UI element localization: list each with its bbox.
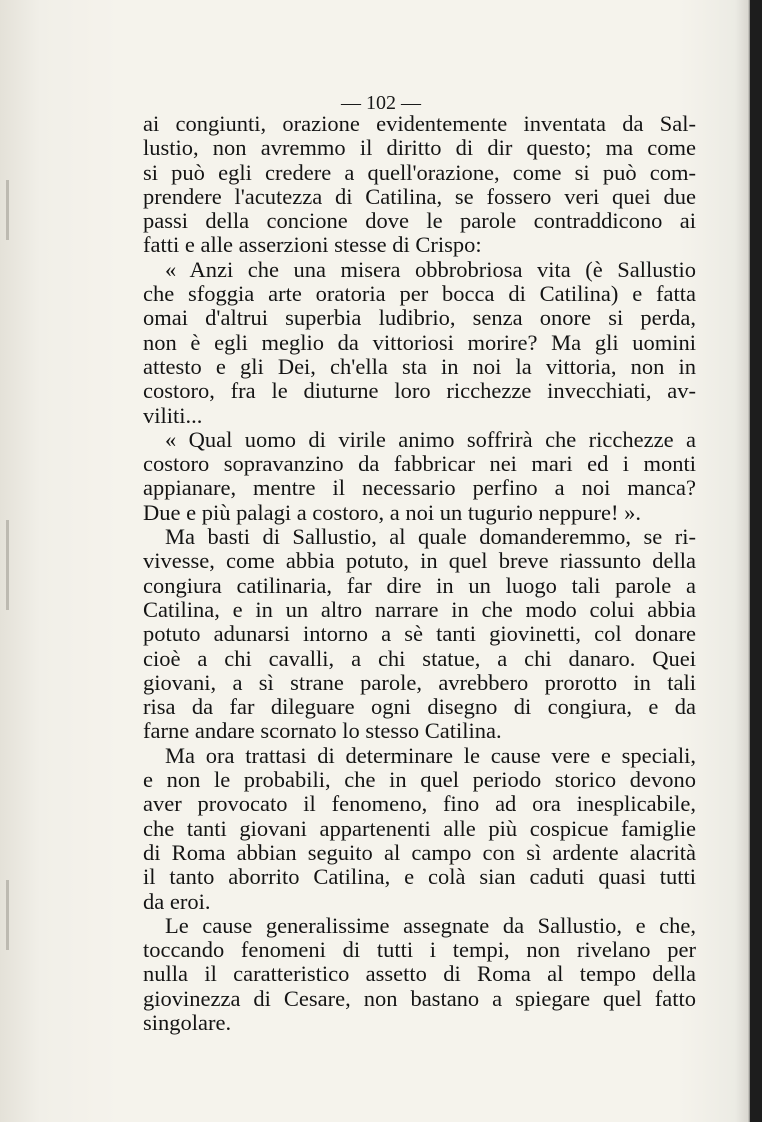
page-number: — 102 — (341, 92, 421, 114)
text-line: omai d'altrui superbia ludibrio, senza onore si perda, (143, 305, 696, 331)
text-line: prendere l'acutezza di Catilina, se fossero veri quei due (143, 183, 696, 209)
paragraph (143, 112, 696, 258)
text-line: Due e più palagi a costoro, a noi un tugurio neppure! ». (143, 499, 641, 525)
text-line: fatti e alle asserzioni stesse di Crispo: (143, 232, 482, 258)
text-line: costoro, fra le diuturne loro ricchezze invecchiati, av- (143, 378, 696, 404)
text-line: ai congiunti, orazione evidentemente inventata da Sal- (143, 111, 696, 136)
text-line: congiura catilinaria, far dire in un luogo tali parole a (143, 572, 696, 598)
text-line: aver provocato il fenomeno, fino ad ora inesplicabile, (143, 791, 696, 817)
paragraph (143, 258, 696, 428)
text-line: costoro sopravanzino da fabbricar nei mari ed i monti (143, 451, 696, 477)
text-line: lustio, non avremmo il diritto di dir questo; ma come (143, 135, 696, 161)
text-line: farne andare scornato lo stesso Catilina. (143, 718, 502, 744)
text-line: « Qual uomo di virile animo soffrirà che ricchezze a (165, 426, 696, 452)
scan-edge-mark (6, 180, 9, 240)
text-line: nulla il caratteristico assetto di Roma al tempo della (143, 961, 696, 987)
text-line: si può egli credere a quell'orazione, come si può com- (143, 159, 696, 185)
scan-edge-mark (6, 880, 9, 950)
text-line: il tanto aborrito Catilina, e colà sian caduti quasi tutti (143, 864, 696, 890)
text-line: attesto e gli Dei, ch'ella sta in noi la vittoria, non in (143, 353, 696, 379)
text-line: che tanti giovani appartenenti alle più cospicue famiglie (143, 815, 696, 841)
text-line: vivesse, come abbia potuto, in quel breve riassunto della (143, 548, 696, 574)
text-line: Ma basti di Sallustio, al quale domanderemmo, se ri- (165, 524, 696, 550)
text-line: giovani, a sì strane parole, avrebbero prorotto in tali (143, 669, 696, 695)
text-line: passi della concione dove le parole contraddicono ai (143, 208, 696, 234)
text-line: potuto adunarsi intorno a sè tanti giovinetti, col donare (143, 621, 696, 647)
paragraph (143, 525, 696, 744)
text-line: di Roma abbian seguito al campo con sì ardente alacrità (143, 839, 696, 865)
body-text (143, 112, 696, 1035)
scan-edge-shadow (750, 0, 762, 1122)
paragraph (143, 428, 696, 525)
paragraph (143, 914, 696, 1035)
text-line: appianare, mentre il necessario perfino a noi manca? (143, 475, 696, 501)
text-line: « Anzi che una misera obbrobriosa vita (è Sallustio (165, 256, 696, 282)
text-line: cioè a chi cavalli, a chi statue, a chi danaro. Quei (143, 645, 696, 671)
text-line: giovinezza di Cesare, non bastano a spiegare quel fatto (143, 985, 696, 1011)
text-line: singolare. (143, 1009, 232, 1035)
paragraph (143, 744, 696, 914)
text-line: Le cause generalissime assegnate da Sallustio, e che, (165, 912, 696, 938)
text-line: da eroi. (143, 888, 211, 914)
text-line: risa da far dileguare ogni disegno di congiura, e da (143, 694, 696, 720)
text-line: toccando fenomeni di tutti i tempi, non rivelano per (143, 937, 696, 963)
text-line: non è egli meglio da vittoriosi morire? Ma gli uomini (143, 329, 696, 355)
text-line: Ma ora trattasi di determinare le cause vere e speciali, (165, 742, 696, 768)
text-line: che sfoggia arte oratoria per bocca di Catilina) e fatta (143, 281, 696, 307)
text-line: e non le probabili, che in quel periodo storico devono (143, 767, 696, 793)
scan-edge-mark (6, 520, 9, 610)
text-line: Catilina, e in un altro narrare in che modo colui abbia (143, 596, 696, 622)
text-line: viliti... (143, 402, 203, 428)
